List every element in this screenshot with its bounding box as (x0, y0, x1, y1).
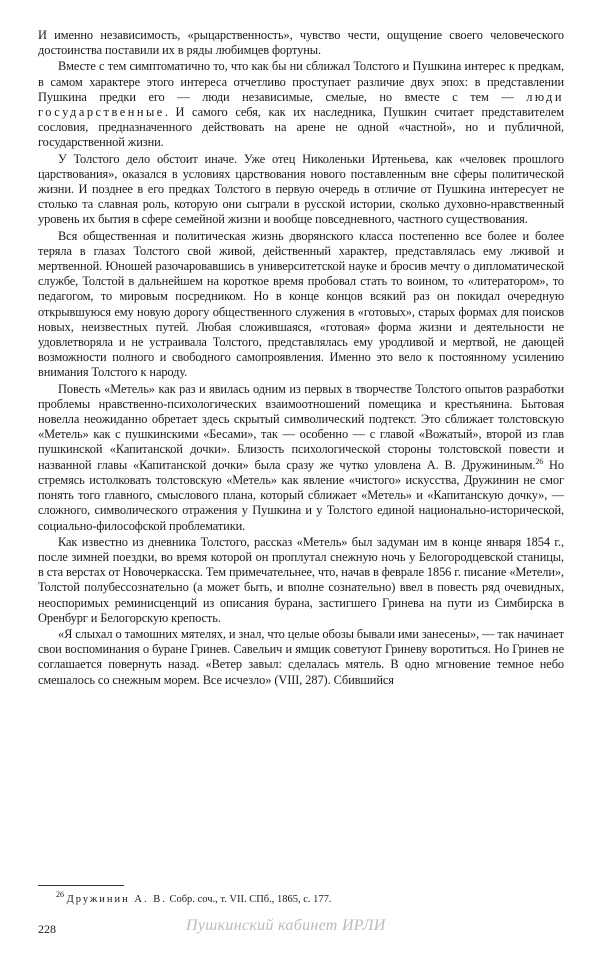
footnote (56, 890, 536, 906)
footnote-text: Собр. соч., т. VII. СПб., 1865, с. 177. (169, 894, 332, 905)
footnote-author: Дружинин А. В. (66, 894, 167, 905)
paragraph-2-text-b: . И самого себя, как их наследника, Пушкин считает представителем сословия, предназначенного действовать на арене не одной «частной», но и публичной, государственной жизни. (38, 105, 564, 150)
paragraph-3: У Толстого дело обстоит иначе. Уже отец Николеньки Иртеньева, как «человек прошлого царствования», оказался в условиях царствования нового поставленным вне сферы политической жизни. И позднее в его предках Толстого в первую очередь в отличие от Пушкина интересует не столько та славная роль, которую они сыграли в русской истории, сколько духовно-нравственный уровень их бытия в сфере семейной жизни и вообще повседневного, частного существования. (38, 151, 564, 227)
footnote-reference: 26 (535, 456, 544, 466)
paragraph-7: «Я слыхал о тамошних мятелях, и знал, что целые обозы бывали ими занесены», — так начинает свои воспоминания о буране Гринев. Савельич и ямщик советуют Гриневу воротиться. Но Гринев не соглашается повернуть назад. «Ветер завыл: сделалась мятель. В одно мгновение темное небо смешалось со снежным морем. Все исчезло» (VIII, 287). Сбившийся (38, 626, 564, 687)
paragraph-2-text-a: Вместе с тем симптоматично то, что как бы ни сближал Толстого и Пушкина интерес к предкам, в самом характере этого интереса отчетливо проступает различие двух эпох: в представлении Пушкина предки его — люди независимые, смелые, но вместе с тем — (38, 59, 564, 104)
paragraph-4: Вся общественная и политическая жизнь дворянского класса постепенно все более и более теряла в глазах Толстого свой живой, действенный характер, представлялась ему лживой и мертвенной. Юношей разочаровавшись в университетской науке и бросив мечту о дипломатической службе, Толстой в дальнейшем на короткое время пробовал стать то воином, то «литератором», то педагогом, то мировым посредником. Но в конце концов всякий раз он покидал очередную открывшуюся ему новую дорогу общественного служения в «готовых», старых формах для поисков новых, неизвестных путей. Любая сложившаяся, «готовая» форма жизни и деятельности не удовлетворяла и не устраивала Толстого, представлялась ему уродливой и мертвой, не дающей возможности полного и свободного самопроявления. Именно это вело к постоянному усилению внимания Толстого к народу. (38, 228, 564, 380)
paragraph-1: И именно независимость, «рыцарственность», чувство чести, ощущение своего человеческого достоинства поставили их в ряды любимцев фортуны. (38, 28, 564, 58)
paragraph-5-text-b: Но стремясь истолковать толстовскую «Метель» как явление «чистого» искусства, Дружинин не смог понять того главного, смыслового плана, который сближает «Метель» и «Капитанскую дочку», — сложного, символического отражения у Пушкина и у Толстого единой национально-исторической, социально-философской проблематики. (38, 457, 564, 533)
paragraph-5-text-a: Повесть «Метель» как раз и явилась одним из первых в творчестве Толстого опытов разработки проблемы нравственно-психологических взаимоотношений помещика и крестьянина. Бытовая новелла неожиданно обретает здесь скрытый символический подтекст. Это сближает толстовскую «Метель» как с пушкинскими «Бесами», так — особенно — с главой «Вожатый», второй из глав пушкинской «Капитанской дочки». Близость психологической стороны толстовской повести и названной главы «Капитанской дочки» была сразу же чутко уловлена А. В. Дружининым. (38, 381, 564, 472)
page-number: 228 (38, 922, 56, 936)
paragraph-2-emphasis: люди государственные (38, 89, 564, 120)
paragraph-6: Как известно из дневника Толстого, рассказ «Метель» был задуман им в конце января 1854 г., после зимней поездки, во время которой он проплутал снежную ночь у Белогородцевской станицы, в ста верстах от Новочеркасска. Тем примечательнее, что, начав в феврале 1856 г. писание «Метели», Толстой полубессознательно (а может быть, и вполне сознательно) ввел в повесть ряд очевидных, неоспоримых реминисценций из описания бурана, застигшего Гринева на пути из Симбирска в Оренбург и Белогорскую крепость. (38, 534, 564, 625)
paragraph-5 (38, 382, 564, 534)
paragraph-2 (38, 59, 564, 150)
footnote-number: 26 (56, 890, 64, 899)
footnote-divider (38, 885, 124, 886)
watermark: Пушкинский кабинет ИРЛИ (186, 917, 386, 934)
page-body (38, 28, 564, 689)
